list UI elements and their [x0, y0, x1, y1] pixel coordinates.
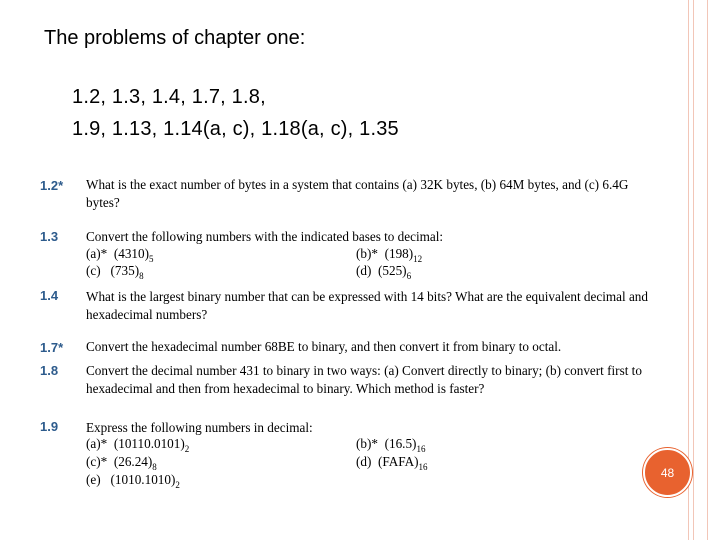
problem-number: 1.3	[40, 229, 59, 244]
problem-number: 1.4	[40, 288, 59, 303]
problem-list-line-2: 1.9, 1.13, 1.14(a, c), 1.18(a, c), 1.35	[72, 118, 399, 140]
problem-list-line-1: 1.2, 1.3, 1.4, 1.7, 1.8,	[72, 86, 266, 108]
problem-part: (d) $(FAFA)_{16}$	[356, 454, 428, 472]
problem-text: What is the exact number of bytes in a system that contains (a) 32K bytes, (b) 64M bytes, and (c) 6.4G bytes?	[86, 177, 629, 210]
problem-number: 1.7*	[40, 340, 64, 355]
problem-part: (a)* $(10110.0101)_2$	[86, 436, 190, 454]
border-line	[707, 0, 708, 540]
problem-part: (b)* $(198)_{12}$	[356, 246, 423, 264]
problem-part: (a)* $(4310)_5$	[86, 246, 154, 264]
problem-part: (d) $(525)_6$	[356, 263, 412, 281]
problem-text: Convert the decimal number 431 to binary in two ways: (a) Convert directly to binary; (b) convert first to hexadecimal and then from hexadecimal to binary. Which method is faster?	[86, 363, 642, 396]
problem-number: 1.2*	[40, 178, 64, 193]
textbook-excerpt	[36, 168, 666, 492]
problem-part: (c)* $(26.24)_8$	[86, 454, 157, 472]
problem-text: Convert the following numbers with the indicated bases to decimal:	[86, 229, 444, 244]
border-line	[693, 0, 694, 540]
slide-title: The problems of chapter one:	[44, 27, 306, 49]
problem-number: 1.8	[40, 363, 59, 378]
page-number-badge: 48	[643, 448, 692, 497]
problem-number: 1.9	[40, 419, 59, 434]
problem-text: Express the following numbers in decimal:	[86, 420, 313, 435]
problem-part: (e) $(1010.1010)_2$	[86, 472, 180, 490]
problem-part: (b)* $(16.5)_{16}$	[356, 436, 426, 454]
problem-text: Convert the hexadecimal number 68BE to binary, and then convert it from binary to octal.	[86, 339, 562, 354]
problem-text: What is the largest binary number that can be expressed with 14 bits? What are the equivalent decimal and hexadecimal numbers?	[86, 289, 648, 322]
problem-part: (c) $(735)_8$	[86, 263, 144, 281]
